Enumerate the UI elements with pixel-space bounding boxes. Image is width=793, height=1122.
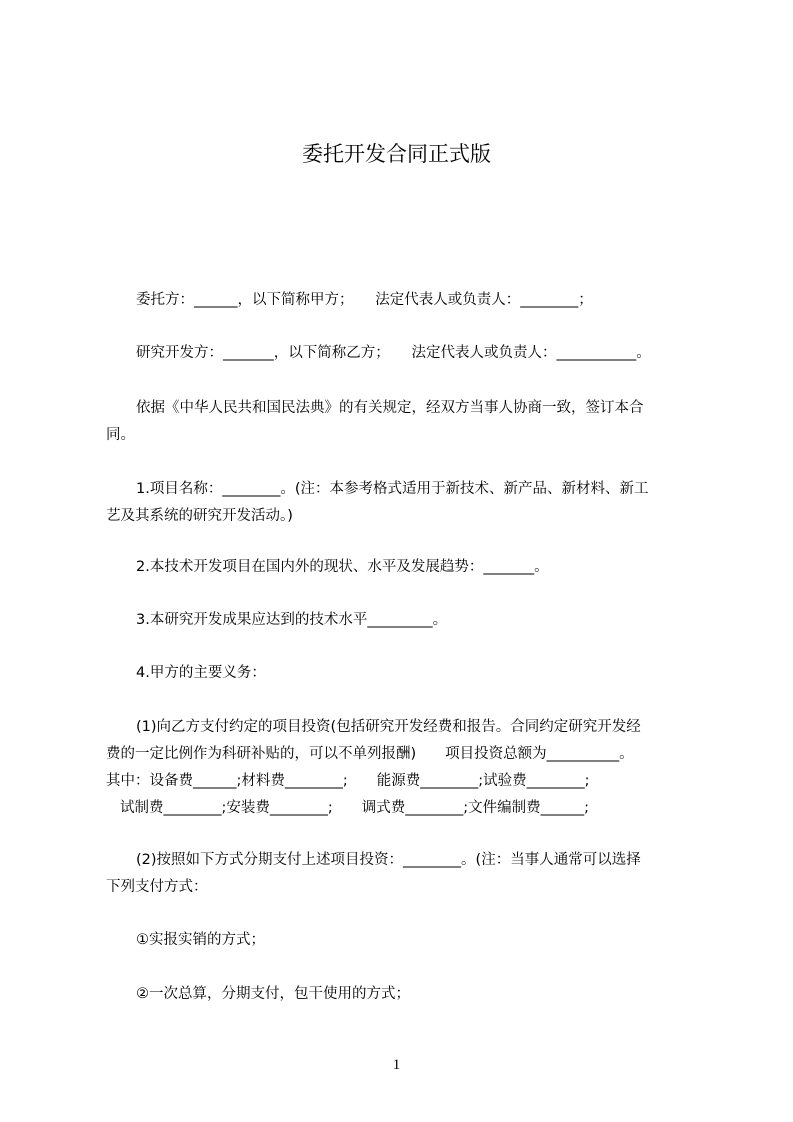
clause-2-line-1: (2)按照如下方式分期支付上述项目投资：________。(注：当事人通常可以选择 bbox=[136, 852, 641, 868]
payment-option-2: ②一次总算，分期支付，包干使用的方式； bbox=[136, 986, 410, 1002]
item-2-line: 2.本技术开发项目在国内外的现状、水平及发展趋势：_______。 bbox=[136, 559, 549, 575]
party-a-line: 委托方：______，以下简称甲方； 法定代表人或负责人：________； bbox=[136, 292, 593, 308]
clause-1-line-3: 其中：设备费______;材料费________; 能源费________;试验费________; bbox=[106, 773, 590, 789]
clause-2-line-2: 下列支付方式： bbox=[106, 879, 208, 895]
page-number: 1 bbox=[392, 1057, 401, 1073]
payment-option-1: ①实报实销的方式； bbox=[136, 932, 265, 948]
clause-1-line-2: 费的一定比例作为科研补贴的，可以不单列报酬) 项目投资总额为__________。 bbox=[106, 746, 634, 762]
basis-line-2: 同。 bbox=[106, 427, 135, 443]
item-1-line-1: 1.项目名称：________。(注：本参考格式适用于新技术、新产品、新材料、新工 bbox=[136, 481, 649, 497]
item-1-line-2: 艺及其系统的研究开发活动。) bbox=[106, 508, 293, 524]
item-3-line: 3.本研究开发成果应达到的技术水平_________。 bbox=[136, 612, 448, 628]
clause-1-line-4: 试制费________;安装费________; 调式费________;文件编制费______; bbox=[120, 800, 590, 816]
clause-1-line-1: (1)向乙方支付约定的项目投资(包括研究开发经费和报告。合同约定研究开发经 bbox=[136, 719, 641, 735]
basis-line-1: 依据《中华人民共和国民法典》的有关规定，经双方当事人协商一致，签订本合 bbox=[136, 400, 644, 416]
party-b-line: 研究开发方：_______，以下简称乙方； 法定代表人或负责人：___________。 bbox=[136, 345, 651, 361]
item-4-heading: 4.甲方的主要义务： bbox=[136, 665, 266, 681]
document-title: 委托开发合同正式版 bbox=[302, 142, 491, 166]
